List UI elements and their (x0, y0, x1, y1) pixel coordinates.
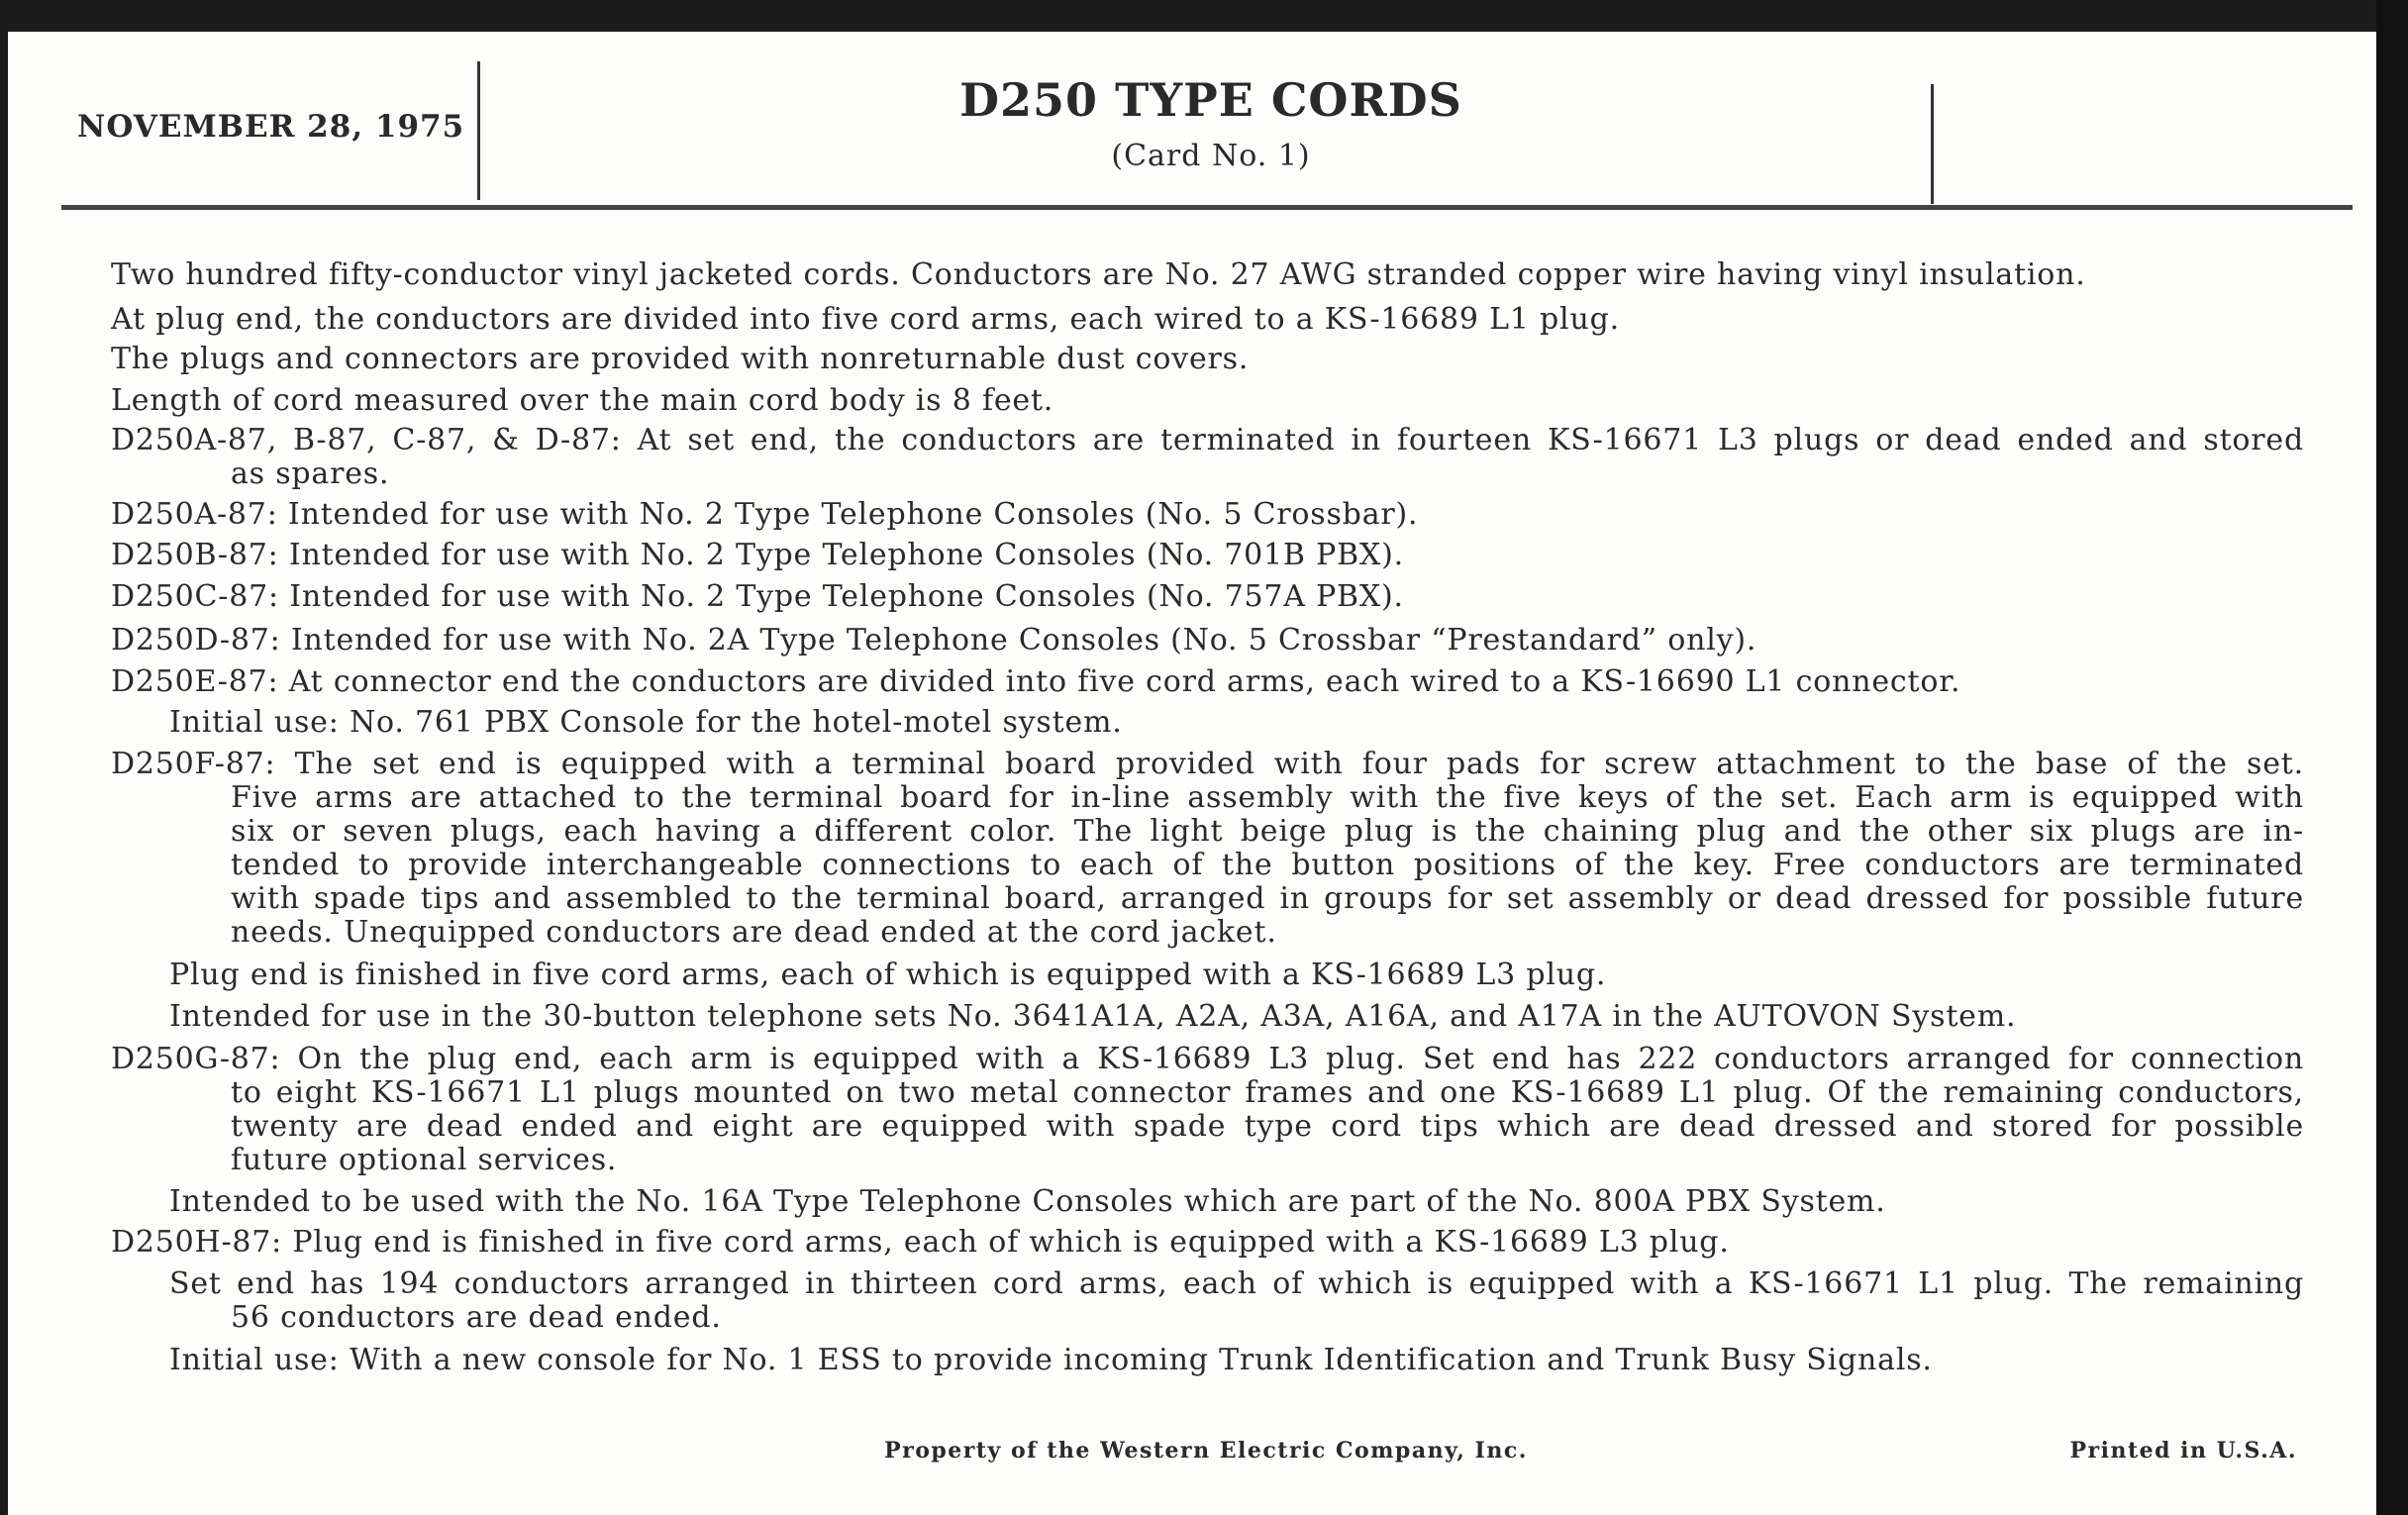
paragraph (111, 1043, 2304, 1177)
scan-edge (2376, 0, 2408, 1515)
footer-property: Property of the Western Electric Company, Inc. (884, 1438, 1528, 1464)
paragraph-line: to eight KS-16671 L1 plugs mounted on two metal connector frames and one KS-16689 L1 plug. Of the remaining conductors, (231, 1075, 2304, 1110)
paragraph (111, 258, 2304, 292)
paragraph (111, 665, 2304, 699)
paragraph (111, 384, 2304, 418)
paragraph (169, 1344, 2304, 1377)
paragraph-line: D250A-87, B-87, C-87, & D-87: At set end, the conductors are terminated in fourteen KS-16671 L3 plugs or dead ended and stored (111, 423, 2304, 457)
paragraph-line: Set end has 194 conductors arranged in thirteen cord arms, each of which is equipped with a KS-16671 L1 plug. The remaining (169, 1266, 2304, 1301)
paragraph (169, 959, 2304, 992)
paragraph-line: D250A-87: Intended for use with No. 2 Type Telephone Consoles (No. 5 Crossbar). (111, 497, 1419, 532)
catalog-card (8, 32, 2376, 1515)
paragraph-line: twenty are dead ended and eight are equipped with spade type cord tips which are dead dressed and stored for possible (231, 1109, 2304, 1144)
paragraph (169, 706, 2304, 740)
paragraph-line: Initial use: With a new console for No. 1 ESS to provide incoming Trunk Identification and Trunk Busy Signals. (169, 1343, 1933, 1377)
paragraph (111, 303, 2304, 337)
card-title: D250 TYPE CORDS (959, 73, 1462, 127)
footer-printed: Printed in U.S.A. (2069, 1438, 2297, 1464)
paragraph-line: D250C-87: Intended for use with No. 2 Type Telephone Consoles (No. 757A PBX). (111, 579, 1404, 614)
header-divider-right (1931, 84, 1934, 204)
paragraph (111, 1226, 2304, 1260)
paragraph-line: D250D-87: Intended for use with No. 2A Type Telephone Consoles (No. 5 Crossbar “Prestandard” only). (111, 623, 1757, 657)
paragraph-line: future optional services. (231, 1143, 618, 1177)
paragraph (111, 424, 2304, 491)
paragraph (169, 1267, 2304, 1335)
paragraph-line: needs. Unequipped conductors are dead ended at the cord jacket. (231, 915, 1277, 950)
paragraph (169, 1000, 2304, 1034)
paragraph-line: D250F-87: The set end is equipped with a terminal board provided with four pads for screw attachment to the base of the set. (111, 747, 2304, 781)
paragraph-line: The plugs and connectors are provided with nonreturnable dust covers. (111, 342, 1250, 376)
paragraph (111, 748, 2304, 950)
paragraph-line: Intended to be used with the No. 16A Type Telephone Consoles which are part of the No. 800A PBX System. (169, 1184, 1886, 1219)
paragraph-line: six or seven plugs, each having a different color. The light beige plug is the chaining plug and the other six plugs are in- (231, 814, 2304, 849)
paragraph-line: D250H-87: Plug end is finished in five cord arms, each of which is equipped with a KS-16689 L3 plug. (111, 1225, 1730, 1260)
paragraph-line: with spade tips and assembled to the terminal board, arranged in groups for set assembly or dead dressed for possible future (231, 881, 2304, 916)
paragraph-line: D250G-87: On the plug end, each arm is equipped with a KS-16689 L3 plug. Set end has 222 conductors arranged for connection (111, 1042, 2304, 1076)
paragraph (111, 624, 2304, 657)
card-date: NOVEMBER 28, 1975 (77, 109, 465, 145)
paragraph-line: Length of cord measured over the main cord body is 8 feet. (111, 383, 1054, 418)
paragraph-line: Plug end is finished in five cord arms, each of which is equipped with a KS-16689 L3 plug. (169, 958, 1607, 992)
paragraph-line: tended to provide interchangeable connections to each of the button positions of the key. Free conductors are terminated (231, 848, 2304, 882)
paragraph-line: D250E-87: At connector end the conductors are divided into five cord arms, each wired to a KS-16690 L1 connector. (111, 664, 1961, 699)
card-subtitle: (Card No. 1) (1111, 139, 1311, 173)
header-rule (61, 205, 2353, 210)
paragraph (111, 539, 2304, 572)
paragraph-line: 56 conductors are dead ended. (231, 1300, 722, 1335)
paragraph (169, 1185, 2304, 1219)
header-divider-left (477, 61, 480, 200)
paragraph (111, 580, 2304, 614)
paragraph-line: D250B-87: Intended for use with No. 2 Type Telephone Consoles (No. 701B PBX). (111, 538, 1404, 572)
paragraph-line: Five arms are attached to the terminal board for in-line assembly with the five keys of the set. Each arm is equipped with (231, 780, 2304, 815)
paragraph-line: Initial use: No. 761 PBX Console for the hotel-motel system. (169, 705, 1123, 740)
paragraph-line: Intended for use in the 30-button telephone sets No. 3641A1A, A2A, A3A, A16A, and A17A in the AUTOVON System. (169, 999, 2017, 1034)
paragraph-line: Two hundred fifty-conductor vinyl jacketed cords. Conductors are No. 27 AWG stranded copper wire having vinyl insulation. (111, 257, 2086, 292)
paragraph (111, 343, 2304, 376)
paragraph-line: as spares. (231, 456, 390, 491)
paragraph-line: At plug end, the conductors are divided into five cord arms, each wired to a KS-16689 L1 plug. (111, 302, 1620, 337)
paragraph (111, 498, 2304, 532)
